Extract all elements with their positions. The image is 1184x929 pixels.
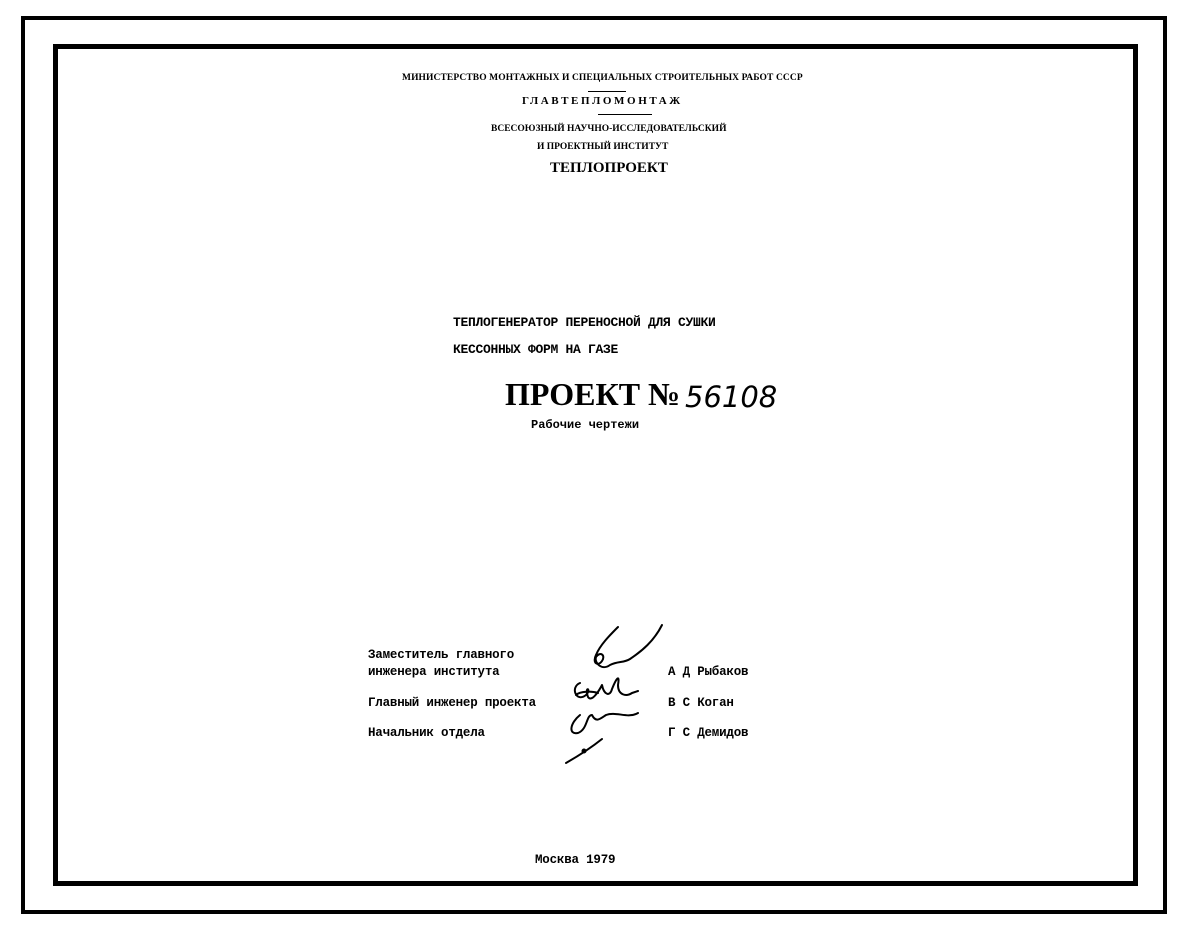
handwritten-signatures [540,615,700,775]
subtitle: Рабочие чертежи [531,418,640,432]
signatory-1-name: А Д Рыбаков [668,665,749,679]
project-number: 56108 [685,380,778,414]
institute-name: ТЕПЛОПРОЕКТ [550,160,668,176]
ministry-name: МИНИСТЕРСТВО МОНТАЖНЫХ И СПЕЦИАЛЬНЫХ СТРОИТЕЛЬНЫХ РАБОТ СССР [402,73,803,83]
project-label: ПРОЕКТ № [505,376,681,412]
institute-line2: И ПРОЕКТНЫЙ ИНСТИТУТ [537,142,669,152]
place-and-year: Москва 1979 [535,853,616,867]
signatory-2-name: В С Коган [668,696,734,710]
header-rule-bottom [598,114,652,115]
signatory-1-position-line2: инженера института [368,665,500,679]
signatory-2-position: Главный инженер проекта [368,696,536,710]
signatory-3-position: Начальник отдела [368,726,485,740]
signatory-3-name: Г С Демидов [668,726,749,740]
signatory-1-position: Заместитель главного [368,648,515,662]
header-rule-top [588,91,626,92]
title-line1: ТЕПЛОГЕНЕРАТОР ПЕРЕНОСНОЙ ДЛЯ СУШКИ [453,315,716,330]
glavk-name: ГЛАВТЕПЛОМОНТАЖ [522,95,683,107]
title-line2: КЕССОННЫХ ФОРМ НА ГАЗЕ [453,342,619,357]
institute-line1: ВСЕСОЮЗНЫЙ НАУЧНО-ИССЛЕДОВАТЕЛЬСКИЙ [491,124,727,134]
